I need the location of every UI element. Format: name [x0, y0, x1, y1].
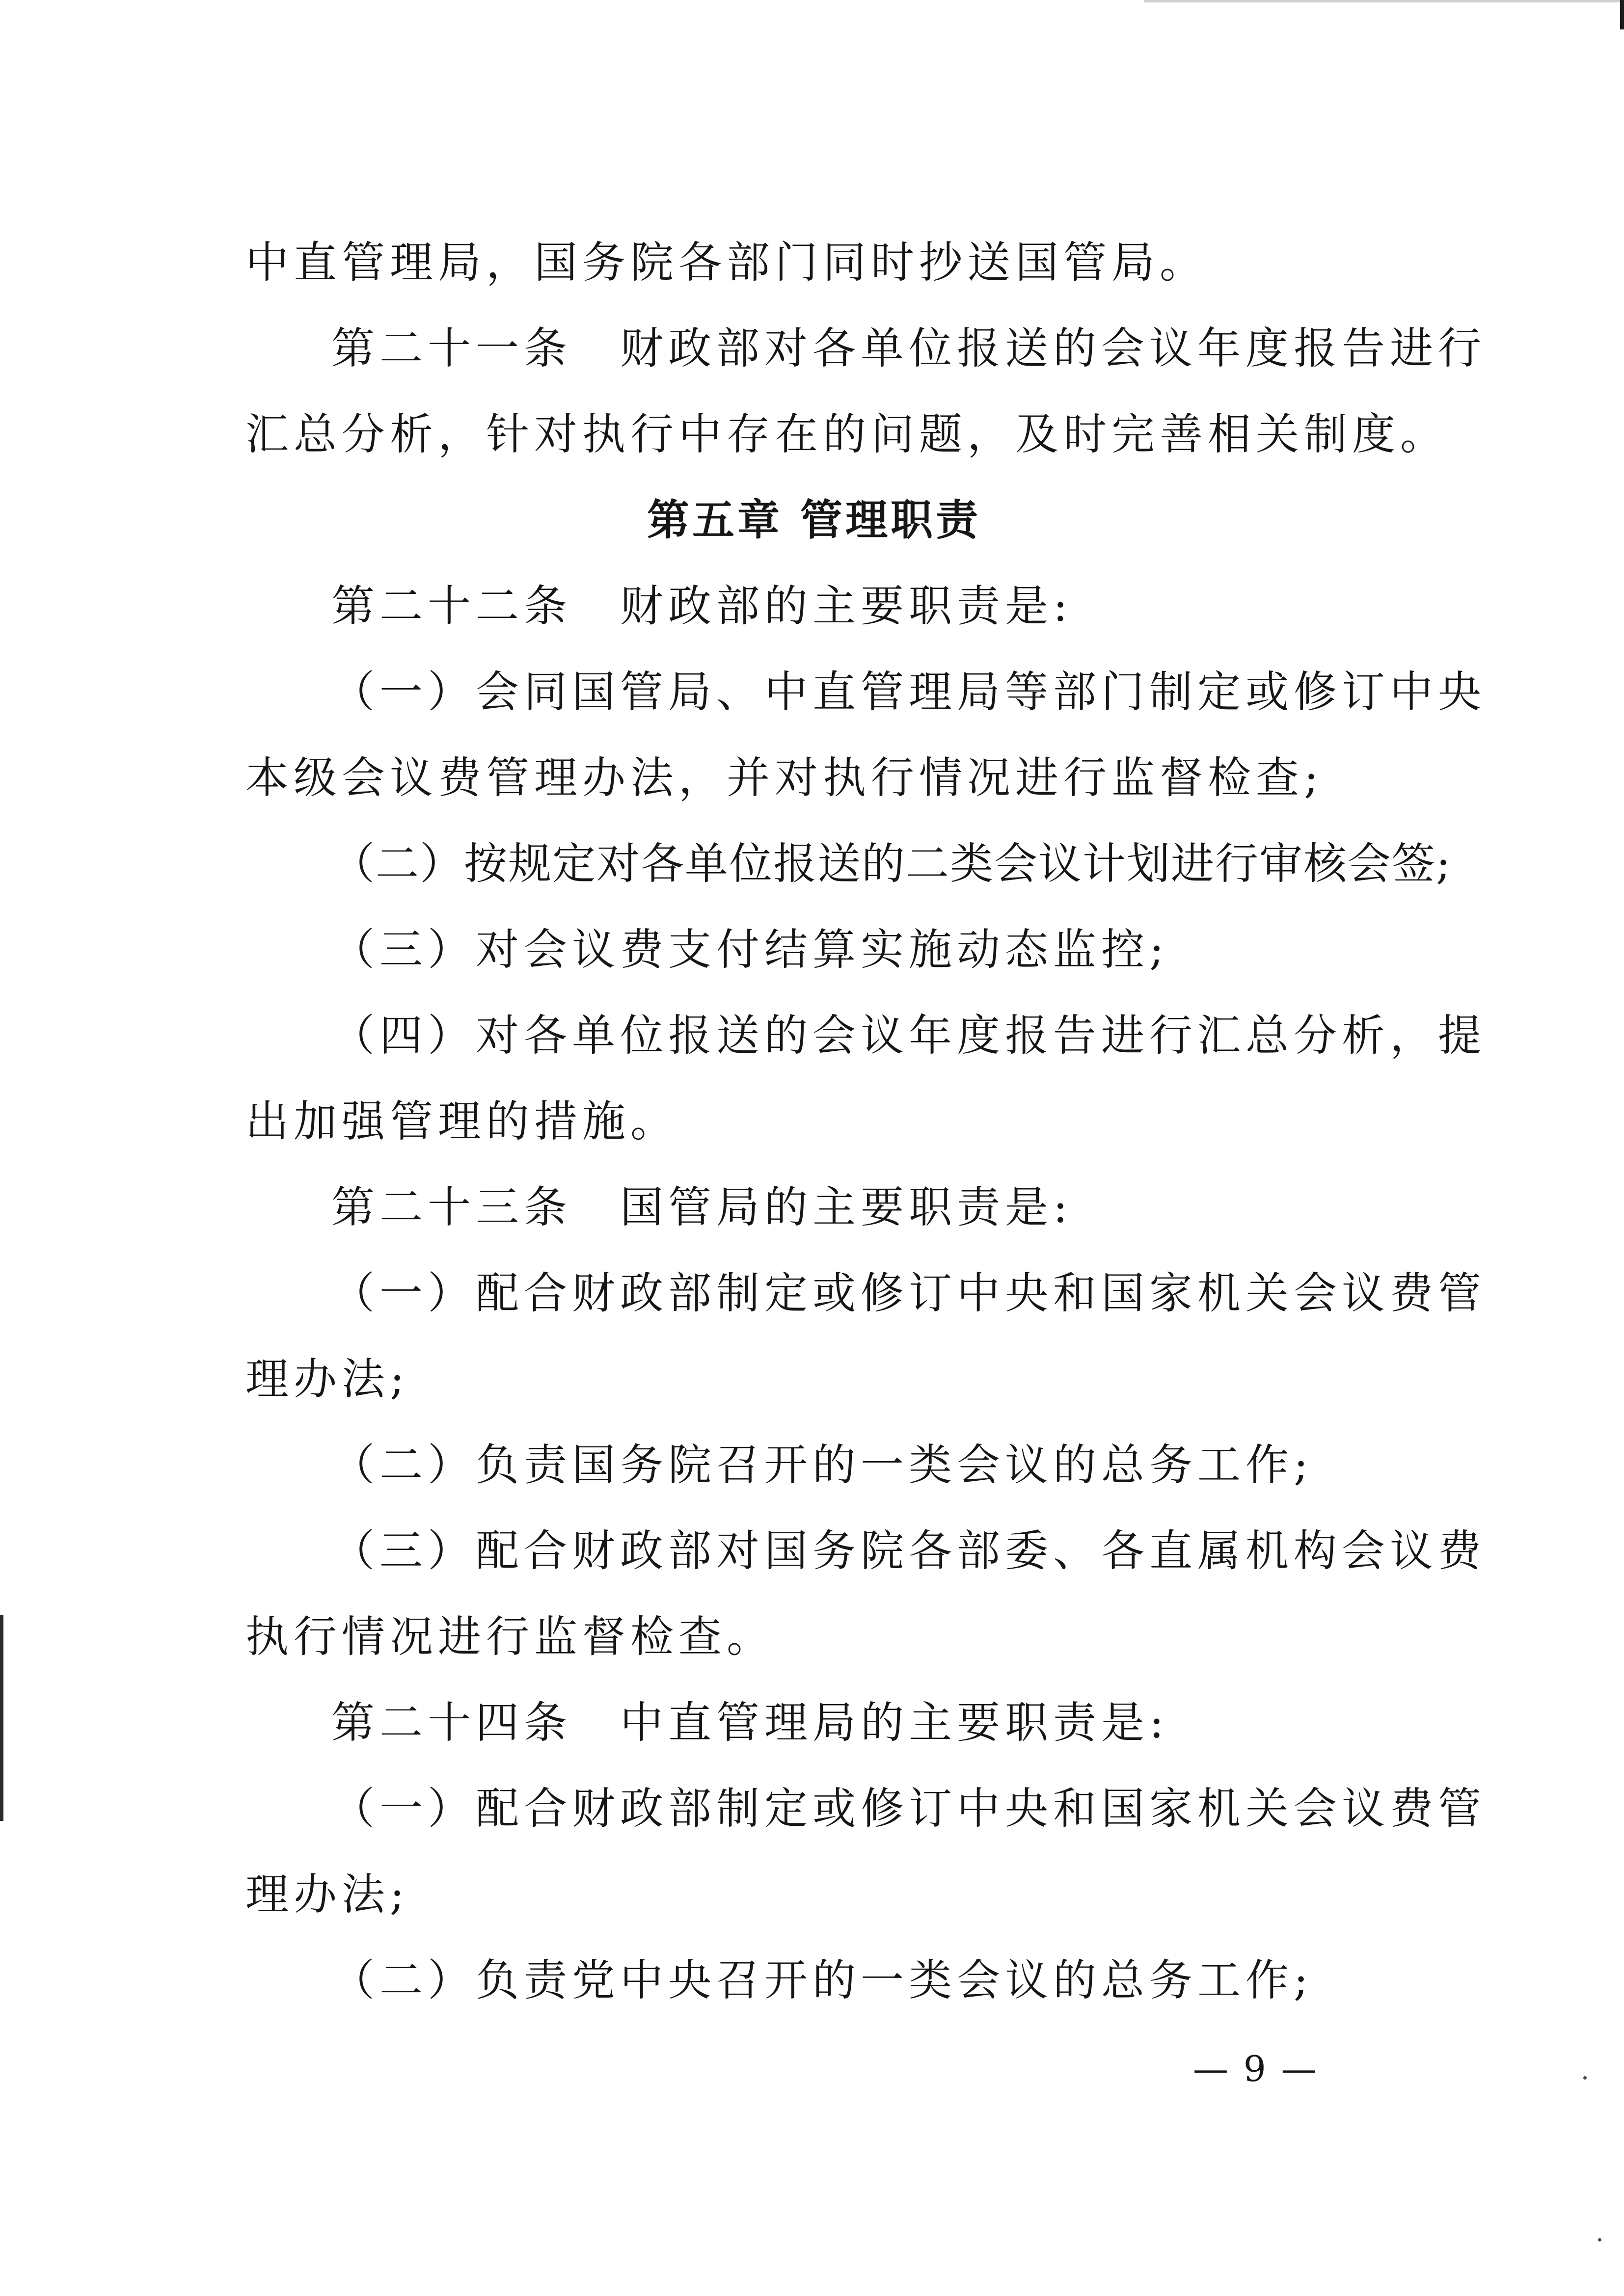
body-line: 理办法; — [245, 1354, 409, 1404]
list-item-line: （一）配合财政部制定或修订中央和国家机关会议费管 — [331, 1268, 1487, 1318]
scan-edge-top — [1144, 0, 1624, 2]
list-item-line: （二）负责国务院召开的一类会议的总务工作; — [331, 1440, 1313, 1490]
list-item-line: （一）会同国管局、中直管理局等部门制定或修订中央 — [331, 667, 1487, 717]
body-line: 出加强管理的措施。 — [245, 1096, 679, 1147]
scan-dot — [1583, 2076, 1587, 2080]
page-number: — 9 — — [1193, 2048, 1319, 2089]
scan-edge-left — [0, 1615, 3, 1821]
article-23-line: 第二十三条 国管局的主要职责是: — [331, 1182, 1073, 1232]
list-item-line: （三）对会议费支付结算实施动态监控; — [331, 924, 1169, 975]
chapter-heading: 第五章 管理职责 — [647, 496, 981, 545]
list-item-line: （三）配合财政部对国务院各部委、各直属机构会议费 — [331, 1525, 1487, 1576]
article-21-line: 第二十一条 财政部对各单位报送的会议年度报告进行 — [331, 323, 1487, 374]
body-line: 中直管理局，国务院各部门同时抄送国管局。 — [245, 237, 1208, 288]
body-line: 执行情况进行监督检查。 — [245, 1611, 775, 1662]
list-item-line: （四）对各单位报送的会议年度报告进行汇总分析，提 — [331, 1010, 1487, 1061]
list-item-line: （二）负责党中央召开的一类会议的总务工作; — [331, 1955, 1313, 2005]
scan-dot — [1598, 2238, 1601, 2242]
body-line: 汇总分析，针对执行中存在的问题，及时完善相关制度。 — [245, 409, 1449, 459]
body-line: 本级会议费管理办法，并对执行情况进行监督检查; — [245, 752, 1324, 803]
body-line: 理办法; — [245, 1869, 409, 1920]
article-24-line: 第二十四条 中直管理局的主要职责是: — [331, 1697, 1169, 1748]
article-22-line: 第二十二条 财政部的主要职责是: — [331, 581, 1073, 631]
list-item-line: （一）配合财政部制定或修订中央和国家机关会议费管 — [331, 1783, 1487, 1834]
scan-edge-right — [1620, 0, 1624, 29]
list-item-line: （二）按规定对各单位报送的二类会议计划进行审核会签; — [331, 838, 1452, 889]
